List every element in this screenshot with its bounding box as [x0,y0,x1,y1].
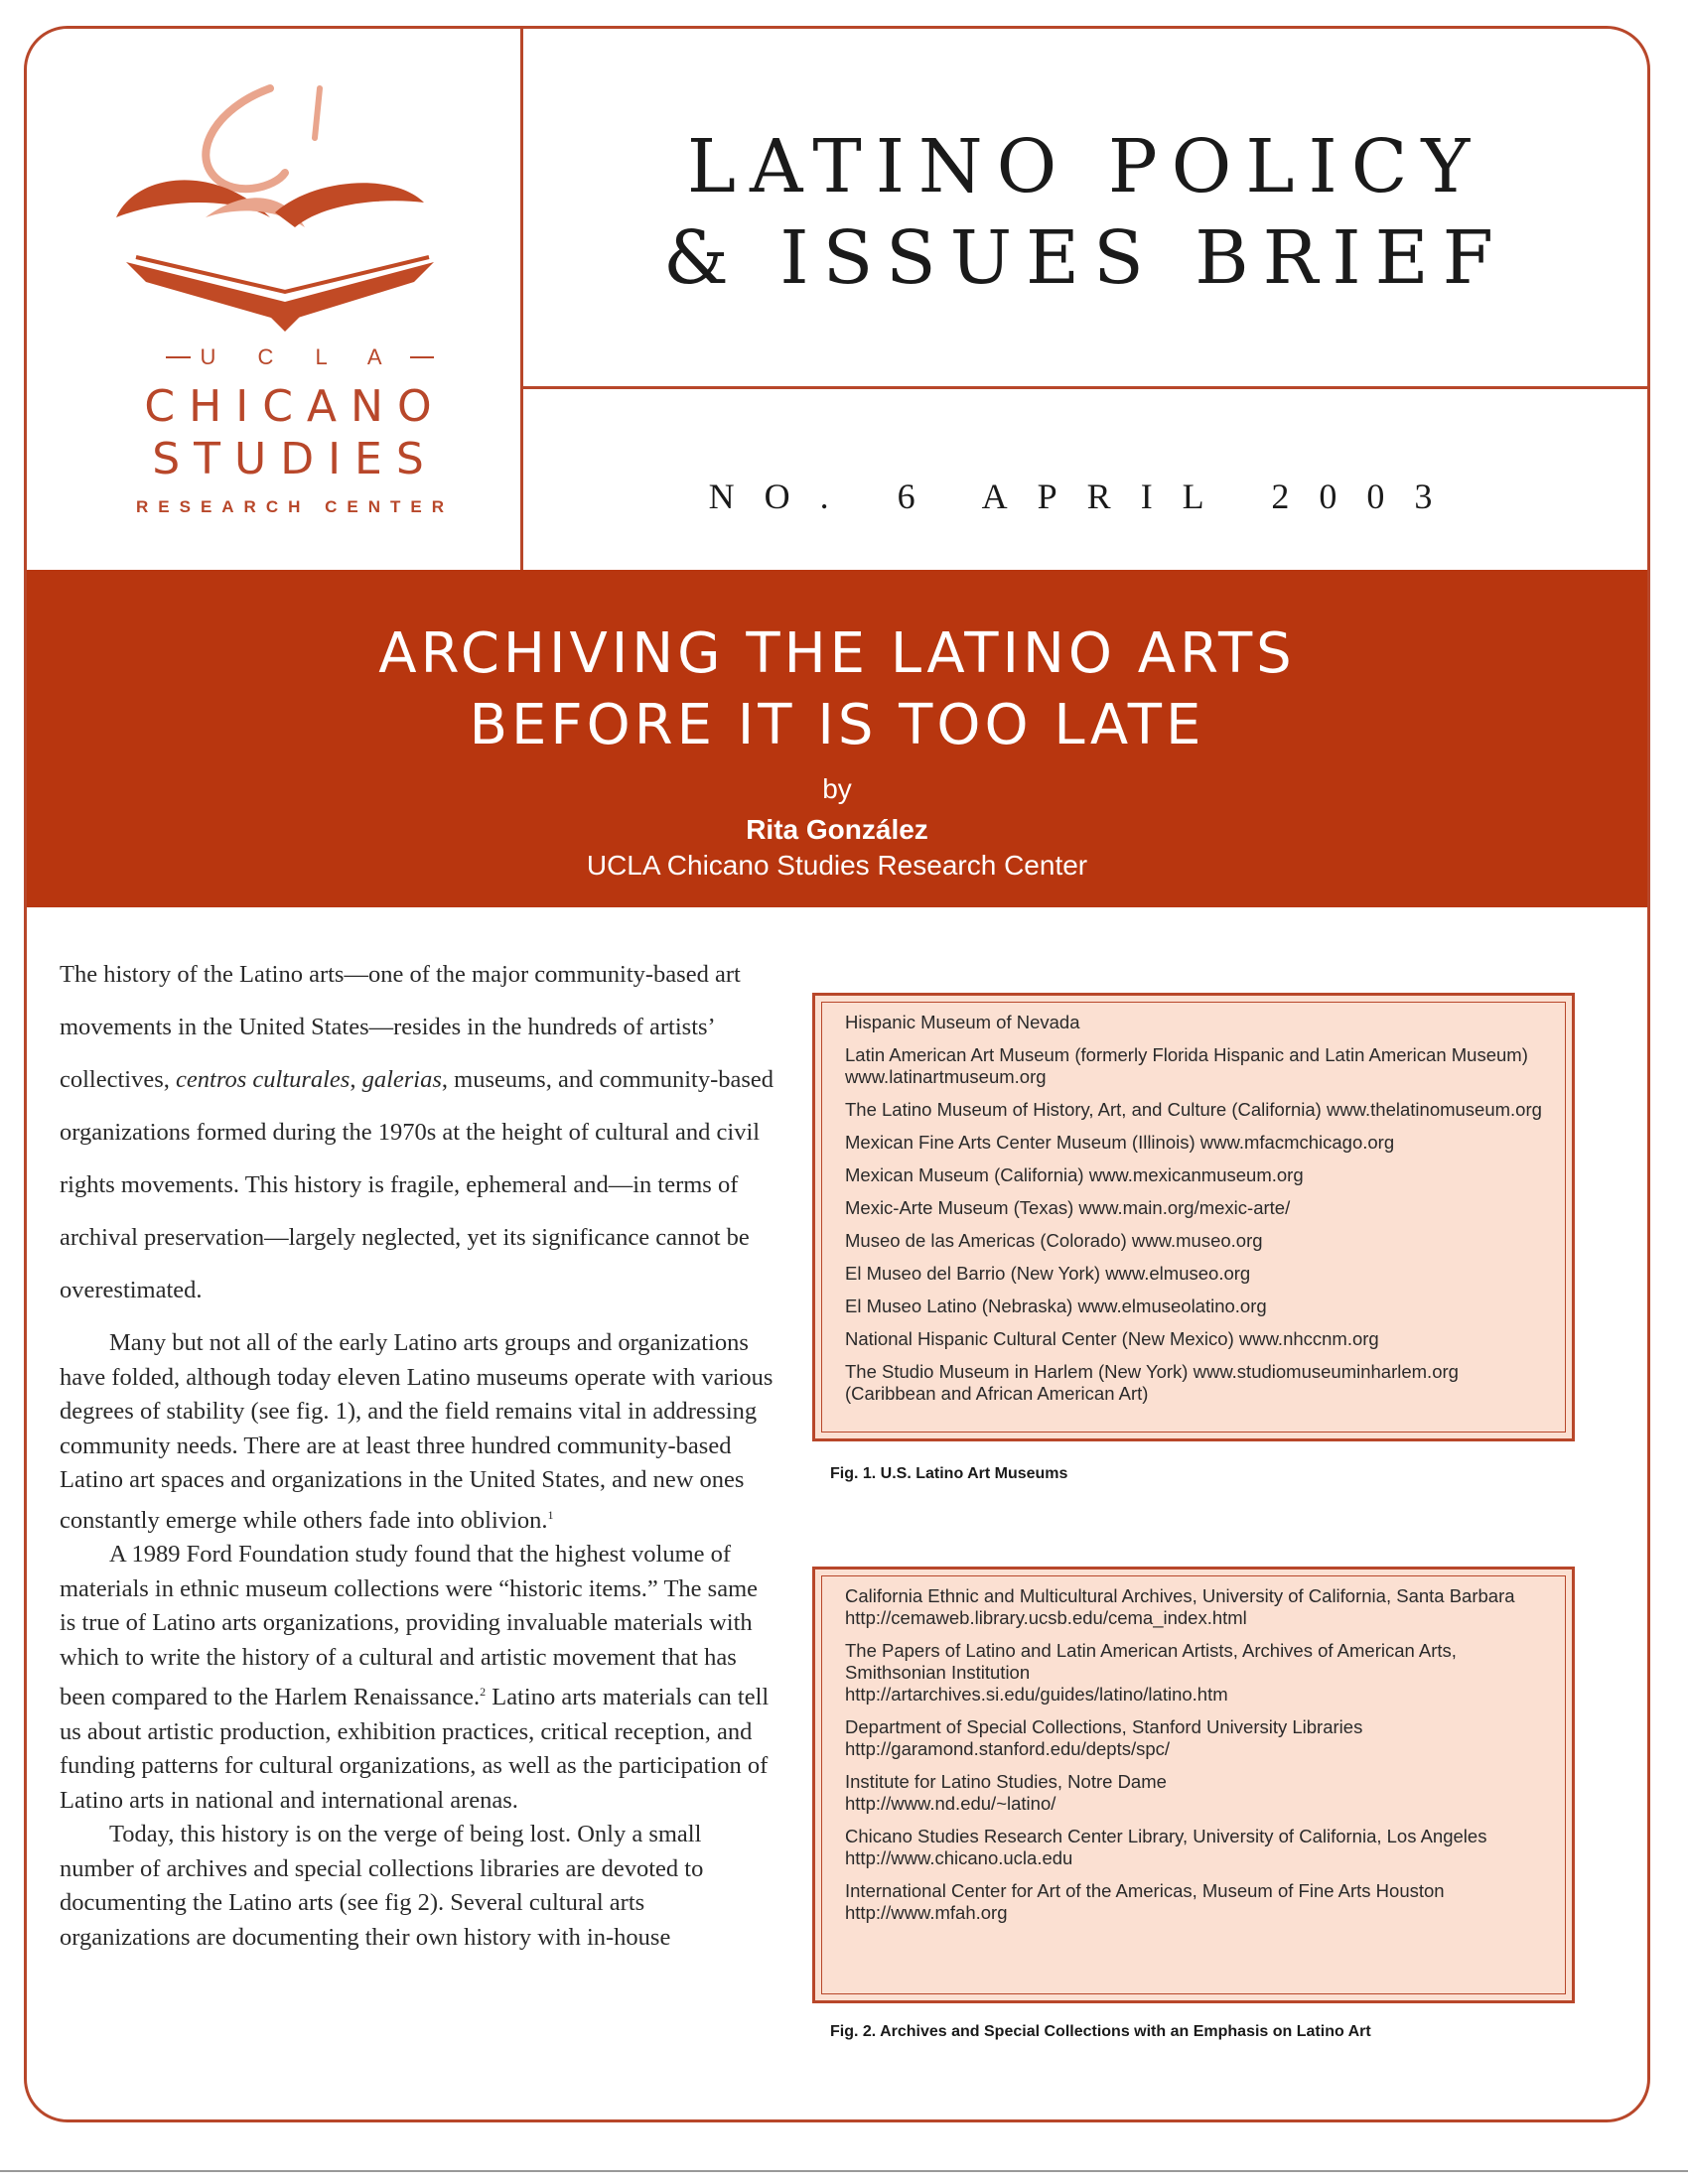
fig1-caption: Fig. 1. U.S. Latino Art Museums [830,1465,1068,1482]
fig2-item-name: International Center for Art of the Americas, Museum of Fine Arts Houston [845,1880,1445,1901]
fig1-list-item: The Studio Museum in Harlem (New York) www.studiomuseuminharlem.org (Caribbean and African American Art) [845,1361,1459,1404]
fig2-item-name: The Papers of Latino and Latin American Artists, Archives of American Arts, Smithsonian Institution [845,1640,1457,1683]
center-name-line2: STUDIES [152,434,438,484]
publication-title-line2: & ISSUES BRIEF [662,215,1507,301]
article-body [60,948,774,1955]
fig2-item-url: http://www.chicano.ucla.edu [845,1847,1073,1868]
fig1-list-item: National Hispanic Cultural Center (New Mexico) www.nhccnm.org [845,1328,1379,1349]
fig2-item-name: Department of Special Collections, Stanford University Libraries [845,1716,1363,1737]
byline-by: by [822,773,852,804]
paragraph-2: Many but not all of the early Latino arts groups and organizations have folded, although today eleven Latino museums operate with various degrees of stability (see fig. 1), and the field remains vital in addressing community needs. There are at least three hundred community-based Latino art spaces and organizations in the United States, and new ones constantly emerge while others fade into oblivion.$^1$ [60,1329,774,1534]
header [27,29,1647,570]
fig2-box [812,1567,1575,2003]
author-affiliation: UCLA Chicano Studies Research Center [586,850,1088,881]
center-name-line1: CHICANO [144,381,446,432]
article-title-line1: ARCHIVING THE LATINO ARTS [378,621,1296,686]
logo-block [27,29,523,570]
fig2-list-item [845,1585,1552,1629]
fig2-archive-list [845,1585,1552,1935]
fig1-list-item: Mexican Museum (California) www.mexicanmuseum.org [845,1164,1304,1185]
fig2-caption: Fig. 2. Archives and Special Collections with an Emphasis on Latino Art [830,2023,1371,2040]
fig2-item-url: http://garamond.stanford.edu/depts/spc/ [845,1738,1171,1759]
center-subtitle: RESEARCH CENTER [135,497,455,516]
fig1-list-item: El Museo Latino (Nebraska) www.elmuseolatino.org [845,1296,1267,1316]
fig2-item-name: Chicano Studies Research Center Library, University of California, Los Angeles [845,1826,1487,1846]
fig1-list-item: Latin American Art Museum (formerly Florida Hispanic and Latin American Museum) www.latinartmuseum.org [845,1044,1528,1087]
author-name: Rita González [746,814,928,845]
paragraph-1: The history of the Latino arts—one of the major community-based art movements in the United States—resides in the hundreds of artists’ collectives, centros culturales, galerias, museums, and community-based organizations formed during the 1970s at the height of cultural and civil rights movements. This history is fragile, ephemeral and—in terms of archival preservation—largely neglected, yet its significance cannot be overestimated. [60,961,774,1303]
fig2-item-url: http://www.mfah.org [845,1902,1008,1923]
fig1-box [812,993,1575,1441]
fig2-list-item [845,1716,1552,1760]
fig1-list-item: Mexican Fine Arts Center Museum (Illinois) www.mfacmchicago.org [845,1132,1395,1153]
fig1-list-item: The Latino Museum of History, Art, and Culture (California) www.thelatinomuseum.org [845,1099,1542,1120]
fig1-list-item: Museo de las Americas (Colorado) www.museo.org [845,1230,1263,1251]
open-book-logo-icon [96,68,474,346]
fig1-list-item: Hispanic Museum of Nevada [845,1012,1080,1032]
ucla-wordmark: U C L A [156,344,444,370]
title-block [523,29,1647,570]
fig2-list-item [845,1826,1552,1869]
article-title-line2: BEFORE IT IS TOO LATE [469,693,1205,757]
fig2-list-item [845,1771,1552,1815]
paragraph-3: A 1989 Ford Foundation study found that the highest volume of materials in ethnic museum collections were “historic items.” The same is true of Latino arts organizations, providing invaluable materials with which to write the history of a cultural and artistic movement that has been compared to the Harlem Renaissance.$^2$ Latino arts materials can tell us about artistic production, exhibition practices, critical reception, and funding patterns for cultural organizations, as well as the participation of Latino arts in national and international arenas. [60,1541,770,1814]
fig1-list-item: Mexic-Arte Museum (Texas) www.main.org/mexic-arte/ [845,1197,1291,1218]
issue-date: NO. 6 APRIL 2003 [708,477,1463,516]
publication-title-line1: LATINO POLICY [686,124,1484,209]
article-banner [27,570,1647,907]
fig2-item-name: California Ethnic and Multicultural Archives, University of California, Santa Barbara [845,1585,1515,1606]
title-divider [523,386,1647,389]
fig2-item-url: http://www.nd.edu/~latino/ [845,1793,1056,1814]
page-bottom-rule [0,2170,1688,2172]
fig1-list-item: El Museo del Barrio (New York) www.elmuseo.org [845,1263,1251,1284]
paragraph-4: Today, this history is on the verge of being lost. Only a small number of archives and special collections libraries are devoted to documenting the Latino arts (see fig 2). Several cultural arts organizations are documenting their own history with in-house [60,1821,704,1951]
fig1-museum-list [845,1012,1552,1416]
fig2-item-url: http://artarchives.si.edu/guides/latino/latino.htm [845,1684,1228,1705]
fig2-item-url: http://cemaweb.library.ucsb.edu/cema_index.html [845,1607,1247,1628]
fig2-list-item [845,1640,1552,1706]
fig2-list-item [845,1880,1552,1924]
fig2-item-name: Institute for Latino Studies, Notre Dame [845,1771,1167,1792]
